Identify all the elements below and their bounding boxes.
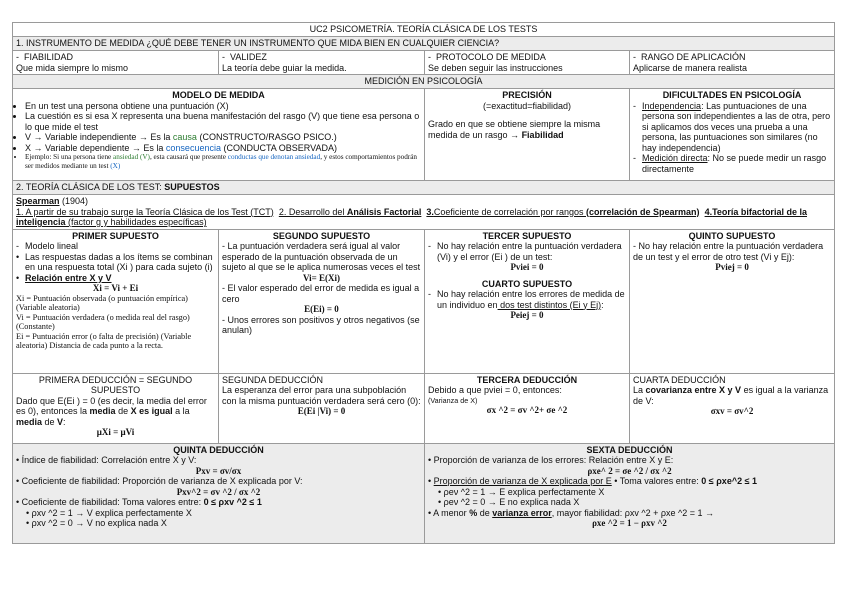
quinto-supuesto: QUINTO SUPUESTO - No hay relación entre la puntuación verdadera de un test y el error de otro test (Vi y Ej): Pviej = 0 [630,229,835,373]
section2-heading: 2. TEORÍA CLÁSICA DE LOS TEST: SUPUESTOS [13,181,835,195]
cuarta-deduccion: CUARTA DEDUCCIÓN La covarianza entre X y V es igual a la varianza de V: σxv = σv^2 [630,373,835,443]
property-validez: - VALIDEZ La teoría debe guiar la medida. [219,51,425,75]
property-rango: - RANGO DE APLICACIÓN Aplicarse de manera realista [630,51,835,75]
spearman-info: Spearman (1904) 1. A partir de su trabajo surge la Teoría Clásica de los Test (TCT) 2. Desarrollo del Análisis Factorial 3.Coeficiente de correlación por rangos (correlación de Spearman) 4.Teoría bifactorial de la inteligencia (factor g y habilidades específicas) [13,195,835,230]
dificultades: DIFICULTADES EN PSICOLOGÍA - Independencia: Las puntuaciones de una persona son independientes a las de otra, pero si aplicamos dos veces una prueba a una persona, las puntuaciones son similares (no hay independencia) - Medición directa: No se puede medir un rasgo directamente [630,89,835,181]
document-title: UC2 PSICOMETRÍA. TEORÍA CLÁSICA DE LOS TESTS [13,23,835,37]
property-fiabilidad: - FIABILIDAD Que mida siempre lo mismo [13,51,219,75]
primera-deduccion: PRIMERA DEDUCCIÓN = SEGUNDO SUPUESTO Dado que E(Ei ) = 0 (es decir, la media del error es 0), entonces la media de X es igual a la media de V: μXi = μVi [13,373,219,443]
sexta-deduccion: SEXTA DEDUCCIÓN • Proporción de varianza de los errores: Relación entre X y E: ρxe^ 2 = σe ^2 / σx ^2 • Proporción de varianza de X explicada por E • Toma valores entre: 0 ≤ ρxe^2 ≤ 1 • ρeν ^2 = 1 → E explica perfectamente X • ρeν ^2 = 0 → E no explica nada X • A menor % de varianza error, mayor fiabilidad: ρxv ^2 + ρxe ^2 = 1 → ρxe ^2 = 1 − ρxv ^2 [425,443,835,543]
modelo-de-medida: MODELO DE MEDIDA • En un test una persona obtiene una puntuación (X) • La cuestión es si esa X representa una buena manifestación del rasgo (V) que tiene esa persona o lo que mide el test • V → Variable independiente → Es la causa (CONSTRUCTO/RASGO PSICO.) • X → Variable dependiente → Es la consecuencia (CONDUCTA OBSERVADA) • Ejemplo: Si una persona tiene ansiedad (V), esta causará que presente conductas que denotan ansiedad, y estos comportamientos podrán ser medidos mediante un test (X) [13,89,425,181]
section1-heading: 1. INSTRUMENTO DE MEDIDA ¿QUÉ DEBE TENER UN INSTRUMENTO QUE MIDA BIEN EN CUALQUIER CIENCIA? [13,37,835,51]
tercer-cuarto-supuesto: TERCER SUPUESTO - No hay relación entre la puntuación verdadera (Vi) y el error (Ei ) de un test: Pviei = 0 CUARTO SUPUESTO - No hay relación entre los errores de medida de un individuo en dos test distintos (Ei y Ej): Peiej = 0 [425,229,630,373]
segunda-deduccion: SEGUNDA DEDUCCIÓN La esperanza del error para una subpoblación con la misma puntuación verdadera será cero (0): E(Ei |Vi) = 0 [219,373,425,443]
property-protocolo: - PROTOCOLO DE MEDIDA Se deben seguir las instrucciones [425,51,630,75]
tercera-deduccion: TERCERA DEDUCCIÓN Debido a que pviei = 0, entonces: (Varianza de X) σx ^2 = σv ^2+ σe ^2 [425,373,630,443]
primer-supuesto: PRIMER SUPUESTO - Modelo lineal • Las respuestas dadas a los ítems se combinan en una respuesta total (Xi ) para cada sujeto (i) • Relación entre X y V Xi = Vi + Ei Xi = Puntuación observada (o puntuación empírica) (Variable aleatoria) Vi = Puntuación verdadera (o medida real del rasgo) (Constante) Ei = Puntuación error (o falta de precisión) (Variable aleatoria) Distancia de cada punto a la recta. [13,229,219,373]
quinta-deduccion: QUINTA DEDUCCIÓN • Índice de fiabilidad: Correlación entre X y V: Pxv = σv/σx • Coeficiente de fiabilidad: Proporción de varianza de X explicada por V: Pxv^2 = σv ^2 / σx ^2 • Coeficiente de fiabilidad: Toma valores entre: 0 ≤ ρxv ^2 ≤ 1 • ρxv ^2 = 1 → V explica perfectamente X • ρxv ^2 = 0 → V no explica nada X [13,443,425,543]
summary-table [12,22,835,544]
precision: PRECISIÓN (=exactitud=fiabilidad) Grado en que se obtiene siempre la misma medida de un rasgo → Fiabilidad [425,89,630,181]
medicion-heading: MEDICIÓN EN PSICOLOGÍA [13,75,835,89]
document-page [12,22,834,544]
segundo-supuesto: SEGUNDO SUPUESTO - La puntuación verdadera será igual al valor esperado de la puntuación observada de un sujeto al que se le aplica numerosas veces el test Vi= E(Xi) - El valor esperado del error de medida es igual a cero E(Ei) = 0 - Unos errores son positivos y otros negativos (se anulan) [219,229,425,373]
